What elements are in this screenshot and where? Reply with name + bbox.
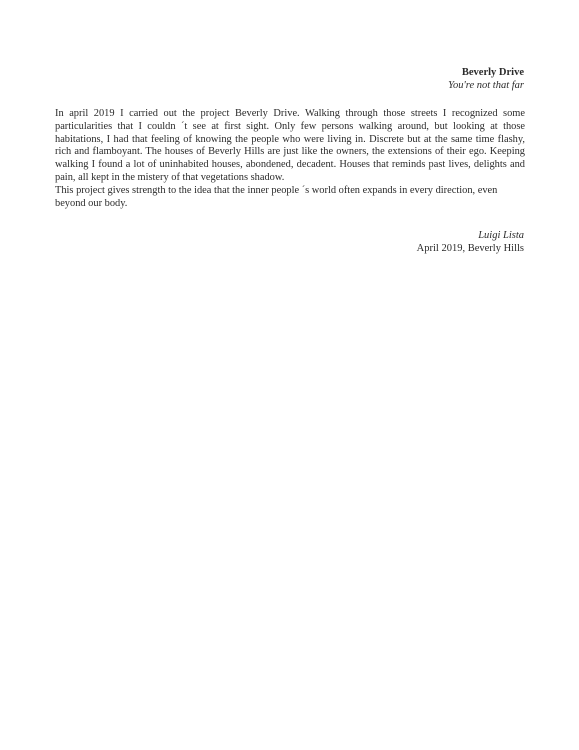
document-header: [448, 66, 524, 92]
document-body: [55, 108, 525, 210]
body-paragraph: In april 2019 I carried out the project Beverly Drive. Walking through those streets I recognized some particularities that I couldn ´t see at first sight. Only few persons walking around, but looking at those habitations, I had that feeling of knowing the people who were living in. Discrete but at the same time flashy, rich and flamboyant. The houses of Beverly Hills are just like the owners, the extensions of their ego. Keeping walking I found a lot of uninhabited houses, abondened, decadent. Houses that reminds past lives, delights and pain, all kept in the mistery of that vegetations shadow.: [55, 108, 525, 183]
document-title: Beverly Drive: [461, 67, 524, 78]
author-name: Luigi Lista: [478, 230, 524, 241]
body-paragraph: This project gives strength to the idea that the inner people ´s world often expands in every direction, even beyond our body.: [55, 184, 498, 209]
date-place: April 2019, Beverly Hills: [416, 243, 524, 254]
document-subtitle: You're not that far: [448, 80, 524, 91]
signature-block: [417, 229, 524, 255]
